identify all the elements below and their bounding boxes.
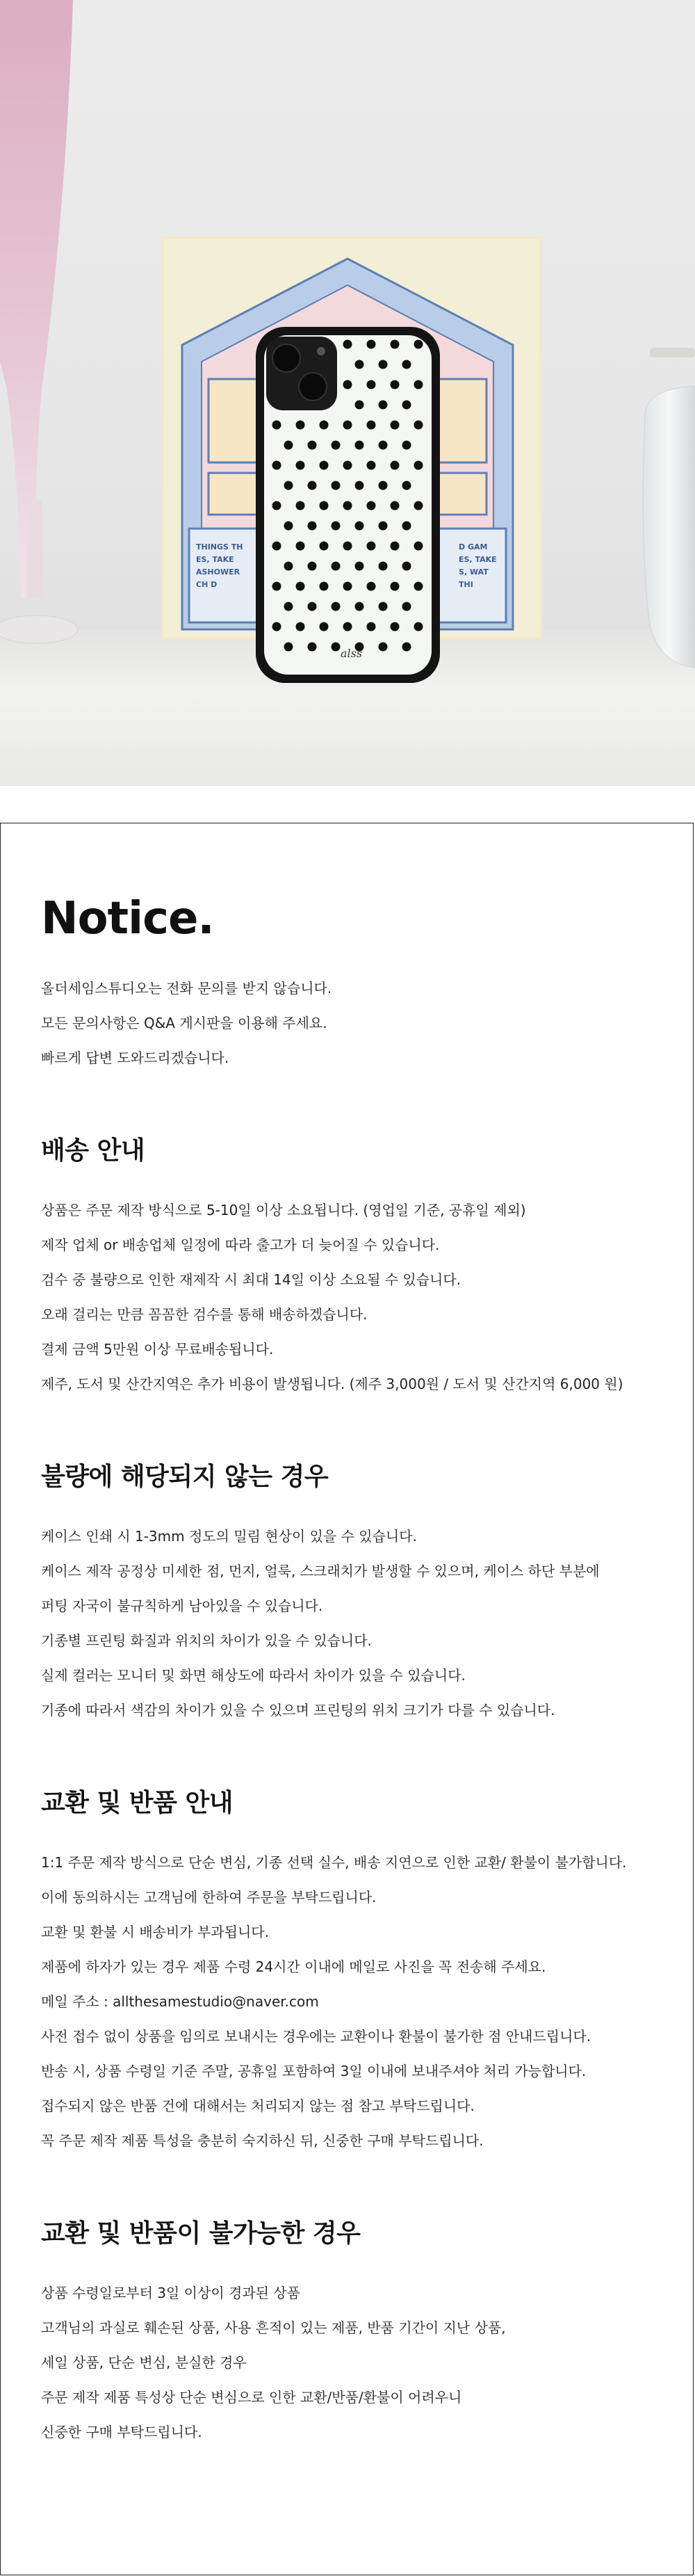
polka-dot — [355, 602, 364, 611]
polka-dot — [367, 421, 376, 430]
polka-dot — [355, 522, 364, 531]
product-scene — [0, 0, 695, 786]
polka-dot — [391, 501, 400, 510]
polka-dot — [391, 542, 400, 551]
section-line: 주문 제작 제품 특성상 단순 변심으로 인한 교환/반품/환불이 어려우니 — [41, 2389, 462, 2406]
polka-dot — [391, 622, 400, 631]
polka-dot — [355, 562, 364, 571]
polka-dot — [332, 522, 341, 531]
section-line: 제품에 하자가 있는 경우 제품 수령 24시간 이내에 메일로 사진을 꼭 전송해 주세요. — [41, 1958, 546, 1975]
polka-dot — [284, 643, 293, 652]
polka-dot — [343, 582, 352, 591]
intro-line: 모든 문의사항은 Q&A 게시판을 이용해 주세요. — [41, 1015, 327, 1031]
polka-dot — [320, 622, 329, 631]
notice-intro — [41, 971, 693, 1075]
poster-text-left-3: ASHOWER — [196, 567, 240, 577]
polka-dot — [343, 542, 352, 551]
section-no-exchange — [41, 2214, 693, 2449]
section-not-defective — [41, 1457, 693, 1728]
polka-dot — [296, 421, 305, 430]
polka-dot — [367, 622, 376, 631]
polka-dot — [367, 461, 376, 470]
section-line: 접수되지 않은 반품 건에 대해서는 처리되지 않는 점 참고 부탁드립니다. — [41, 2098, 475, 2114]
polka-dot — [332, 481, 341, 490]
polka-dot — [414, 622, 423, 631]
polka-dot — [367, 380, 376, 389]
polka-dot — [414, 380, 423, 389]
product-photo — [0, 0, 695, 786]
intro-line: 빠르게 답변 도와드리겠습니다. — [41, 1049, 229, 1066]
section-heading: 배송 안내 — [41, 1136, 145, 1165]
polka-dot — [284, 481, 293, 490]
polka-dot — [379, 441, 388, 450]
polka-dot — [296, 461, 305, 470]
polka-dot — [343, 622, 352, 631]
poster-text-right-1: D GAM — [459, 542, 488, 552]
polka-dot — [402, 360, 411, 369]
polka-dot — [308, 522, 317, 531]
polka-dot — [414, 340, 423, 349]
polka-dot — [402, 441, 411, 450]
polka-dot — [414, 542, 423, 551]
polka-dot — [367, 542, 376, 551]
polka-dot — [284, 602, 293, 611]
section-line: 교환 및 환불 시 배송비가 부과됩니다. — [41, 1924, 269, 1940]
polka-dot — [284, 562, 293, 571]
polka-dot — [272, 622, 281, 631]
polka-dot — [296, 501, 305, 510]
poster-text-right-3: S, WAT — [459, 567, 489, 577]
section-line: 오래 걸리는 만큼 꼼꼼한 검수를 통해 배송하겠습니다. — [41, 1306, 368, 1323]
polka-dot — [308, 643, 317, 652]
polka-dot — [272, 501, 281, 510]
polka-dot — [355, 481, 364, 490]
section-shipping — [41, 1131, 693, 1401]
polka-dot — [320, 421, 329, 430]
polka-dot — [320, 582, 329, 591]
polka-dot — [355, 360, 364, 369]
notice-title: Notice. — [41, 893, 214, 944]
polka-dot — [402, 643, 411, 652]
polka-dot — [272, 421, 281, 430]
polka-dot — [308, 441, 317, 450]
section-heading: 교환 및 반품이 불가능한 경우 — [41, 2219, 361, 2248]
section-line: 검수 중 불량으로 인한 재제작 시 최대 14일 이상 소요될 수 있습니다. — [41, 1271, 461, 1288]
section-line: 기종에 따라서 색감의 차이가 있을 수 있으며 프린팅의 위치 크기가 다를 수 있습니다. — [41, 1702, 555, 1718]
polka-dot — [414, 501, 423, 510]
section-line: 결제 금액 5만원 이상 무료배송됩니다. — [41, 1341, 274, 1358]
polka-dot — [272, 582, 281, 591]
section-line: 고객님의 과실로 훼손된 상품, 사용 흔적이 있는 제품, 반품 기간이 지난 상품, — [41, 2319, 506, 2336]
section-line: 신중한 구매 부탁드립니다. — [41, 2424, 202, 2440]
polka-dot — [402, 522, 411, 531]
case-signature: alss — [341, 647, 363, 660]
section-line: 세일 상품, 단순 변심, 분실한 경우 — [41, 2354, 247, 2371]
section-line: 제주, 도서 및 산간지역은 추가 비용이 발생됩니다. (제주 3,000원 / 도서 및 산간지역 6,000 원) — [41, 1376, 623, 1392]
polka-dot — [414, 421, 423, 430]
polka-dot — [367, 340, 376, 349]
polka-dot — [367, 501, 376, 510]
polka-dot — [332, 643, 341, 652]
section-line: 상품 수령일로부터 3일 이상이 경과된 상품 — [41, 2285, 300, 2301]
polka-dot — [284, 441, 293, 450]
polka-dot — [391, 421, 400, 430]
intro-line: 올더세임스튜디오는 전화 문의를 받지 않습니다. — [41, 980, 332, 997]
polka-dot — [332, 602, 341, 611]
polka-dot — [414, 461, 423, 470]
poster-text-left-2: ES, TAKE — [196, 555, 234, 564]
section-heading: 불량에 해당되지 않는 경우 — [41, 1463, 329, 1491]
notice-panel — [0, 823, 694, 2575]
polka-dot — [391, 340, 400, 349]
polka-dot — [343, 340, 352, 349]
polka-dot — [332, 441, 341, 450]
section-line: 꼭 주문 제작 제품 특성을 충분히 숙지하신 뒤, 신중한 구매 부탁드립니다. — [41, 2132, 484, 2149]
polka-dot — [320, 461, 329, 470]
polka-dot — [379, 522, 388, 531]
polka-dot — [402, 562, 411, 571]
polka-dot — [296, 542, 305, 551]
polka-dot — [379, 401, 388, 410]
polka-dot — [355, 401, 364, 410]
polka-dot — [320, 501, 329, 510]
glass — [643, 348, 695, 668]
pink-vase — [0, 0, 78, 643]
polka-dot — [296, 582, 305, 591]
section-line: 실제 컬러는 모니터 및 화면 해상도에 따라서 차이가 있을 수 있습니다. — [41, 1667, 466, 1684]
polka-dot — [296, 622, 305, 631]
polka-dot — [379, 360, 388, 369]
polka-dot — [272, 542, 281, 551]
polka-dot — [343, 461, 352, 470]
section-heading: 교환 및 반품 안내 — [41, 1789, 234, 1817]
polka-dot — [402, 401, 411, 410]
polka-dot — [343, 421, 352, 430]
polka-dot — [379, 481, 388, 490]
polka-dot — [402, 481, 411, 490]
polka-dot — [284, 522, 293, 531]
phone-case — [256, 327, 440, 683]
section-line: 제작 업체 or 배송업체 일정에 따라 출고가 더 늦어질 수 있습니다. — [41, 1237, 440, 1253]
poster-text-left-1: THINGS TH — [196, 542, 243, 552]
polka-dot — [355, 441, 364, 450]
section-line: 이에 동의하시는 고객님에 한하여 주문을 부탁드립니다. — [41, 1889, 377, 1906]
polka-dot — [379, 562, 388, 571]
polka-dot — [343, 380, 352, 389]
polka-dot — [379, 643, 388, 652]
polka-dot — [332, 562, 341, 571]
polka-dot — [272, 461, 281, 470]
poster-text-left-4: CH D — [196, 580, 218, 589]
polka-dot — [414, 582, 423, 591]
section-exchange-return — [41, 1783, 693, 2158]
polka-dot — [391, 582, 400, 591]
section-line: 퍼팅 자국이 불규칙하게 남아있을 수 있습니다. — [41, 1597, 323, 1614]
polka-dot — [308, 562, 317, 571]
section-line: 메일 주소 : allthesamestudio@naver.com — [41, 1993, 319, 2010]
polka-dot — [379, 602, 388, 611]
polka-dot — [367, 582, 376, 591]
section-line: 기종별 프린팅 화질과 위치의 차이가 있을 수 있습니다. — [41, 1632, 372, 1649]
section-line: 1:1 주문 제작 방식으로 단순 변심, 기종 선택 실수, 배송 지연으로 인한 교환/ 환불이 불가합니다. — [41, 1854, 627, 1871]
polka-dot — [391, 461, 400, 470]
section-line: 반송 시, 상품 수령일 기준 주말, 공휴일 포함하여 3일 이내에 보내주셔야 처리 가능합니다. — [41, 2063, 587, 2079]
section-line: 케이스 제작 공정상 미세한 점, 먼지, 얼룩, 스크래치가 발생할 수 있으며, 케이스 하단 부분에 — [41, 1563, 600, 1579]
polka-dot — [308, 602, 317, 611]
poster-text-right-4: THI — [459, 580, 473, 589]
polka-dot — [320, 542, 329, 551]
section-line: 상품은 주문 제작 방식으로 5-10일 이상 소요됩니다. (영업일 기준, 공휴일 제외) — [41, 1202, 526, 1218]
polka-dot — [391, 380, 400, 389]
polka-dot — [343, 501, 352, 510]
poster-text-right-2: ES, TAKE — [459, 555, 497, 564]
section-line: 케이스 인쇄 시 1-3mm 정도의 밀림 현상이 있을 수 있습니다. — [41, 1528, 417, 1545]
polka-dot — [402, 602, 411, 611]
polka-dot — [308, 481, 317, 490]
section-line: 사전 접수 없이 상품을 임의로 보내시는 경우에는 교환이나 환불이 불가한 점 안내드립니다. — [41, 2028, 591, 2045]
